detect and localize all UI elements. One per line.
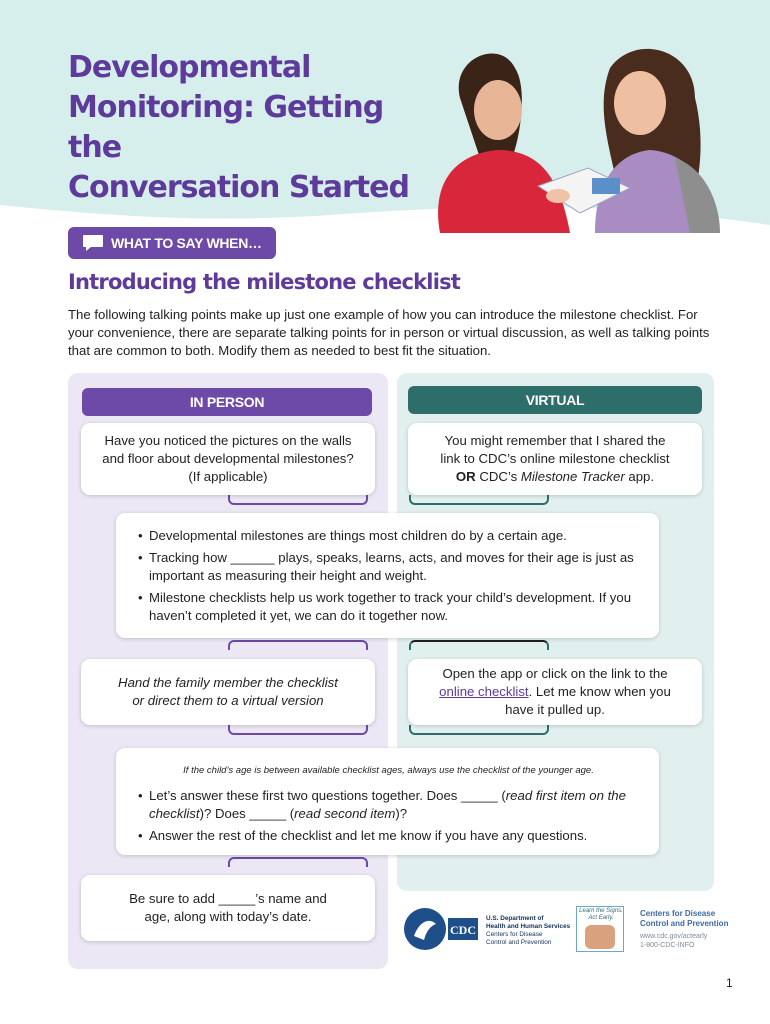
list-item: • Developmental milestones are things most children do by a certain age. xyxy=(138,527,639,545)
list-item: • Answer the rest of the checklist and let me know if you have any questions. xyxy=(138,827,639,845)
connector-virtual-2 xyxy=(409,640,549,650)
intro-paragraph: The following talking points make up just one example of how you can introduce the milestone checklist. For your convenience, there are separate talking points for in person or virtual discussion, as well as talking points that are common to both. Modify them as needed to best fit the situation. xyxy=(68,307,710,358)
hhs-text: U.S. Department of Health and Human Services Centers for Disease Control and Prevention xyxy=(486,915,571,946)
cdc-phone: 1-800-CDC-INFO xyxy=(640,942,695,949)
what-to-say-tag xyxy=(68,227,276,259)
connector-in-person-4 xyxy=(228,857,368,867)
virtual-label: VIRTUAL xyxy=(408,386,702,414)
online-checklist-link[interactable]: online checklist xyxy=(439,684,529,699)
cdc-contact: Centers for Disease Control and Prevention www.cdc.gov/actearly 1-800-CDC-INFO xyxy=(640,909,735,950)
hhs-cdc-logo xyxy=(402,906,480,952)
page-title: Developmental Monitoring: Getting the Conversation Started xyxy=(68,50,409,205)
list-item: • Milestone checklists help us work together to track your child’s development. If you haven’t completed it yet, we can do it together now. xyxy=(138,589,639,625)
two-women-photo xyxy=(420,28,720,233)
tag-label: WHAT TO SAY WHEN… xyxy=(111,235,262,251)
connector-in-person-3 xyxy=(228,725,368,735)
svg-text:CDC: CDC xyxy=(450,923,476,937)
cdc-website: www.cdc.gov/actearly xyxy=(640,933,708,940)
in-person-card-pictures: Have you noticed the pictures on the walls and floor about developmental milestones? (If applicable) xyxy=(81,423,375,495)
age-note: If the child’s age is between available checklist ages, always use the checklist of the younger age. xyxy=(183,765,594,776)
in-person-card-hand-checklist: Hand the family member the checklist or direct them to a virtual version xyxy=(81,659,375,725)
page-number: 1 xyxy=(726,976,733,990)
common-card-milestones xyxy=(116,513,659,638)
virtual-card-link: You might remember that I shared the link to CDC’s online milestone checklist OR CDC’s Milestone Tracker app. xyxy=(408,423,702,495)
virtual-card-open-app: Open the app or click on the link to the online checklist. Let me know when you have it pulled up. xyxy=(408,659,702,725)
connector-in-person-1 xyxy=(228,495,368,505)
footer-logos xyxy=(402,906,732,956)
learn-the-signs-logo: Learn the Signs. Act Early. xyxy=(576,906,624,952)
section-heading: Introducing the milestone checklist xyxy=(68,270,461,294)
speech-bubble-icon xyxy=(82,234,104,252)
in-person-label: IN PERSON xyxy=(82,388,372,416)
common-card-questions xyxy=(116,748,659,855)
list-item: • Let’s answer these first two questions together. Does _____ (read first item on the checklist)? Does _____ (read second item)? xyxy=(138,787,639,823)
connector-in-person-2 xyxy=(228,640,368,650)
connector-virtual-1 xyxy=(409,495,549,505)
connector-virtual-3 xyxy=(409,725,549,735)
list-item: • Tracking how ______ plays, speaks, learns, acts, and moves for their age is just as important as measuring their height and weight. xyxy=(138,549,639,585)
in-person-card-add-name: Be sure to add _____’s name and age, along with today’s date. xyxy=(81,875,375,941)
